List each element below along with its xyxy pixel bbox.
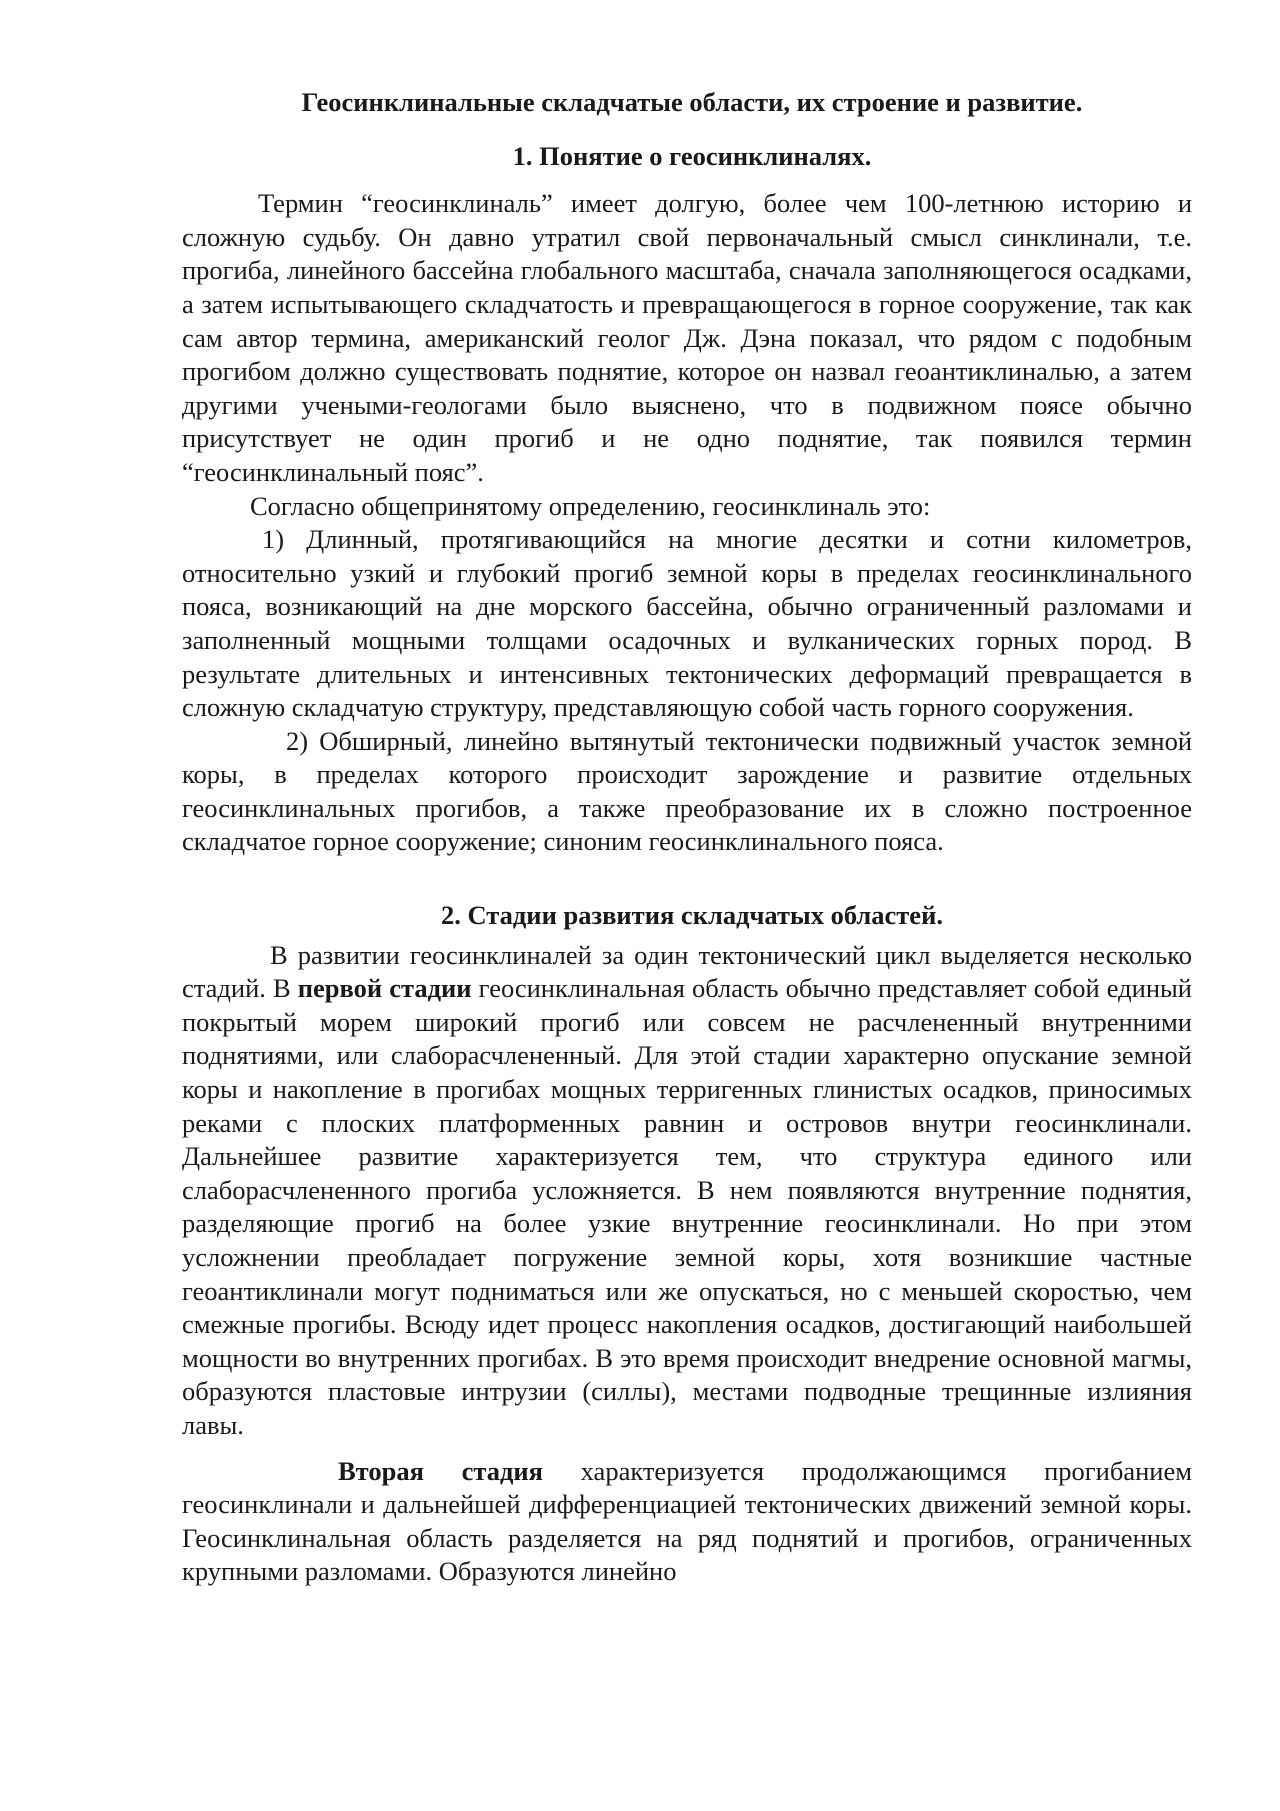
section-1-definition-1: 1) Длинный, протягивающийся на многие десятки и сотни километров, относительно узкий и глубокий прогиб земной коры в пределах геосинклинального пояса, возникающий на дне морского бассейна, обычно ограниченный разломами и заполненный мощными толщами осадочных и вулканических горных пород. В результате длительных и интенсивных тектонических деформаций превращается в сложную складчатую структуру, представляющую собой часть горного сооружения.	[182, 524, 1192, 723]
section-2-heading: 2. Стадии развития складчатых областей.	[441, 900, 943, 931]
section-2-p2-text: характеризуется продолжающимся прогибанием геосинклинали и дальнейшей дифференциацией тектонических движений земной коры. Геосинклинальная область разделяется на ряд поднятий и прогибов, ограниченных крупными разломами. Образуются линейно	[182, 1455, 1192, 1587]
section-1-paragraph-2: Согласно общепринятому определению, геосинклиналь это:	[250, 490, 931, 521]
document-page	[182, 86, 1192, 1589]
section-2-p2-bold-term: Вторая стадия	[338, 1455, 543, 1486]
section-1-paragraph-1: Термин “геосинклиналь” имеет долгую, более чем 100-летнюю историю и сложную судьбу. Он давно утратил свой первоначальный смысл синклинали, т.е. прогиба, линейного бассейна глобального масштаба, сначала заполняющегося осадками, а затем испытывающего складчатость и превращающегося в горное сооружение, так как сам автор термина, американский геолог Дж. Дэна показал, что рядом с подобным прогибом должно существовать поднятие, которое он назвал геоантиклиналью, а затем другими учеными-геологами было выяснено, что в подвижном поясе обычно присутствует не один прогиб и не одно поднятие, так появился термин “геосинклинальный пояс”.	[182, 188, 1192, 487]
section-2-paragraph-2	[182, 1455, 1192, 1589]
section-1-definition-2: 2) Обширный, линейно вытянутый тектонически подвижный участок земной коры, в пределах которого происходит зарождение и развитие отдельных геосинклинальных прогибов, а также преобразование их в сложно построенное складчатое горное сооружение; синоним геосинклинального пояса.	[182, 725, 1192, 857]
section-2-p1-text-start: В развитии геосинклиналей за один тектонический цикл выделяется несколько стадий. В	[182, 939, 1192, 1004]
section-2-p1-bold-term: первой стадии	[297, 973, 472, 1004]
section-1-heading: 1. Понятие о геосинклиналях.	[512, 140, 872, 171]
document-title: Геосинклинальные складчатые области, их строение и развитие.	[301, 87, 1083, 117]
section-2-p1-text-end: геосинклинальная область обычно представляет собой единый покрытый морем широкий прогиб или совсем не расчлененный внутренними поднятиями, или слаборасчлененный. Для этой стадии характерно опускание земной коры и накопление в прогибах мощных терригенных глинистых осадков, приносимых реками с плоских платформенных равнин и островов внутри геосинклинали. Дальнейшее развитие характеризуется тем, что структура единого или слаборасчлененного прогиба усложняется. В нем появляются внутренние поднятия, разделяющие прогиб на более узкие внутренние геосинклинали. Но при этом усложнении преобладает погружение земной коры, хотя возникшие частные геоантиклинали могут подниматься или же опускаться, но с меньшей скоростью, чем смежные прогибы. Всюду идет процесс накопления осадков, достигающий наибольшей мощности во внутренних прогибах. В это время происходит внедрение основной магмы, образуются пластовые интрузии (силлы), местами подводные трещинные излияния лавы.	[182, 973, 1192, 1440]
section-2-paragraph-1	[182, 939, 1192, 1443]
